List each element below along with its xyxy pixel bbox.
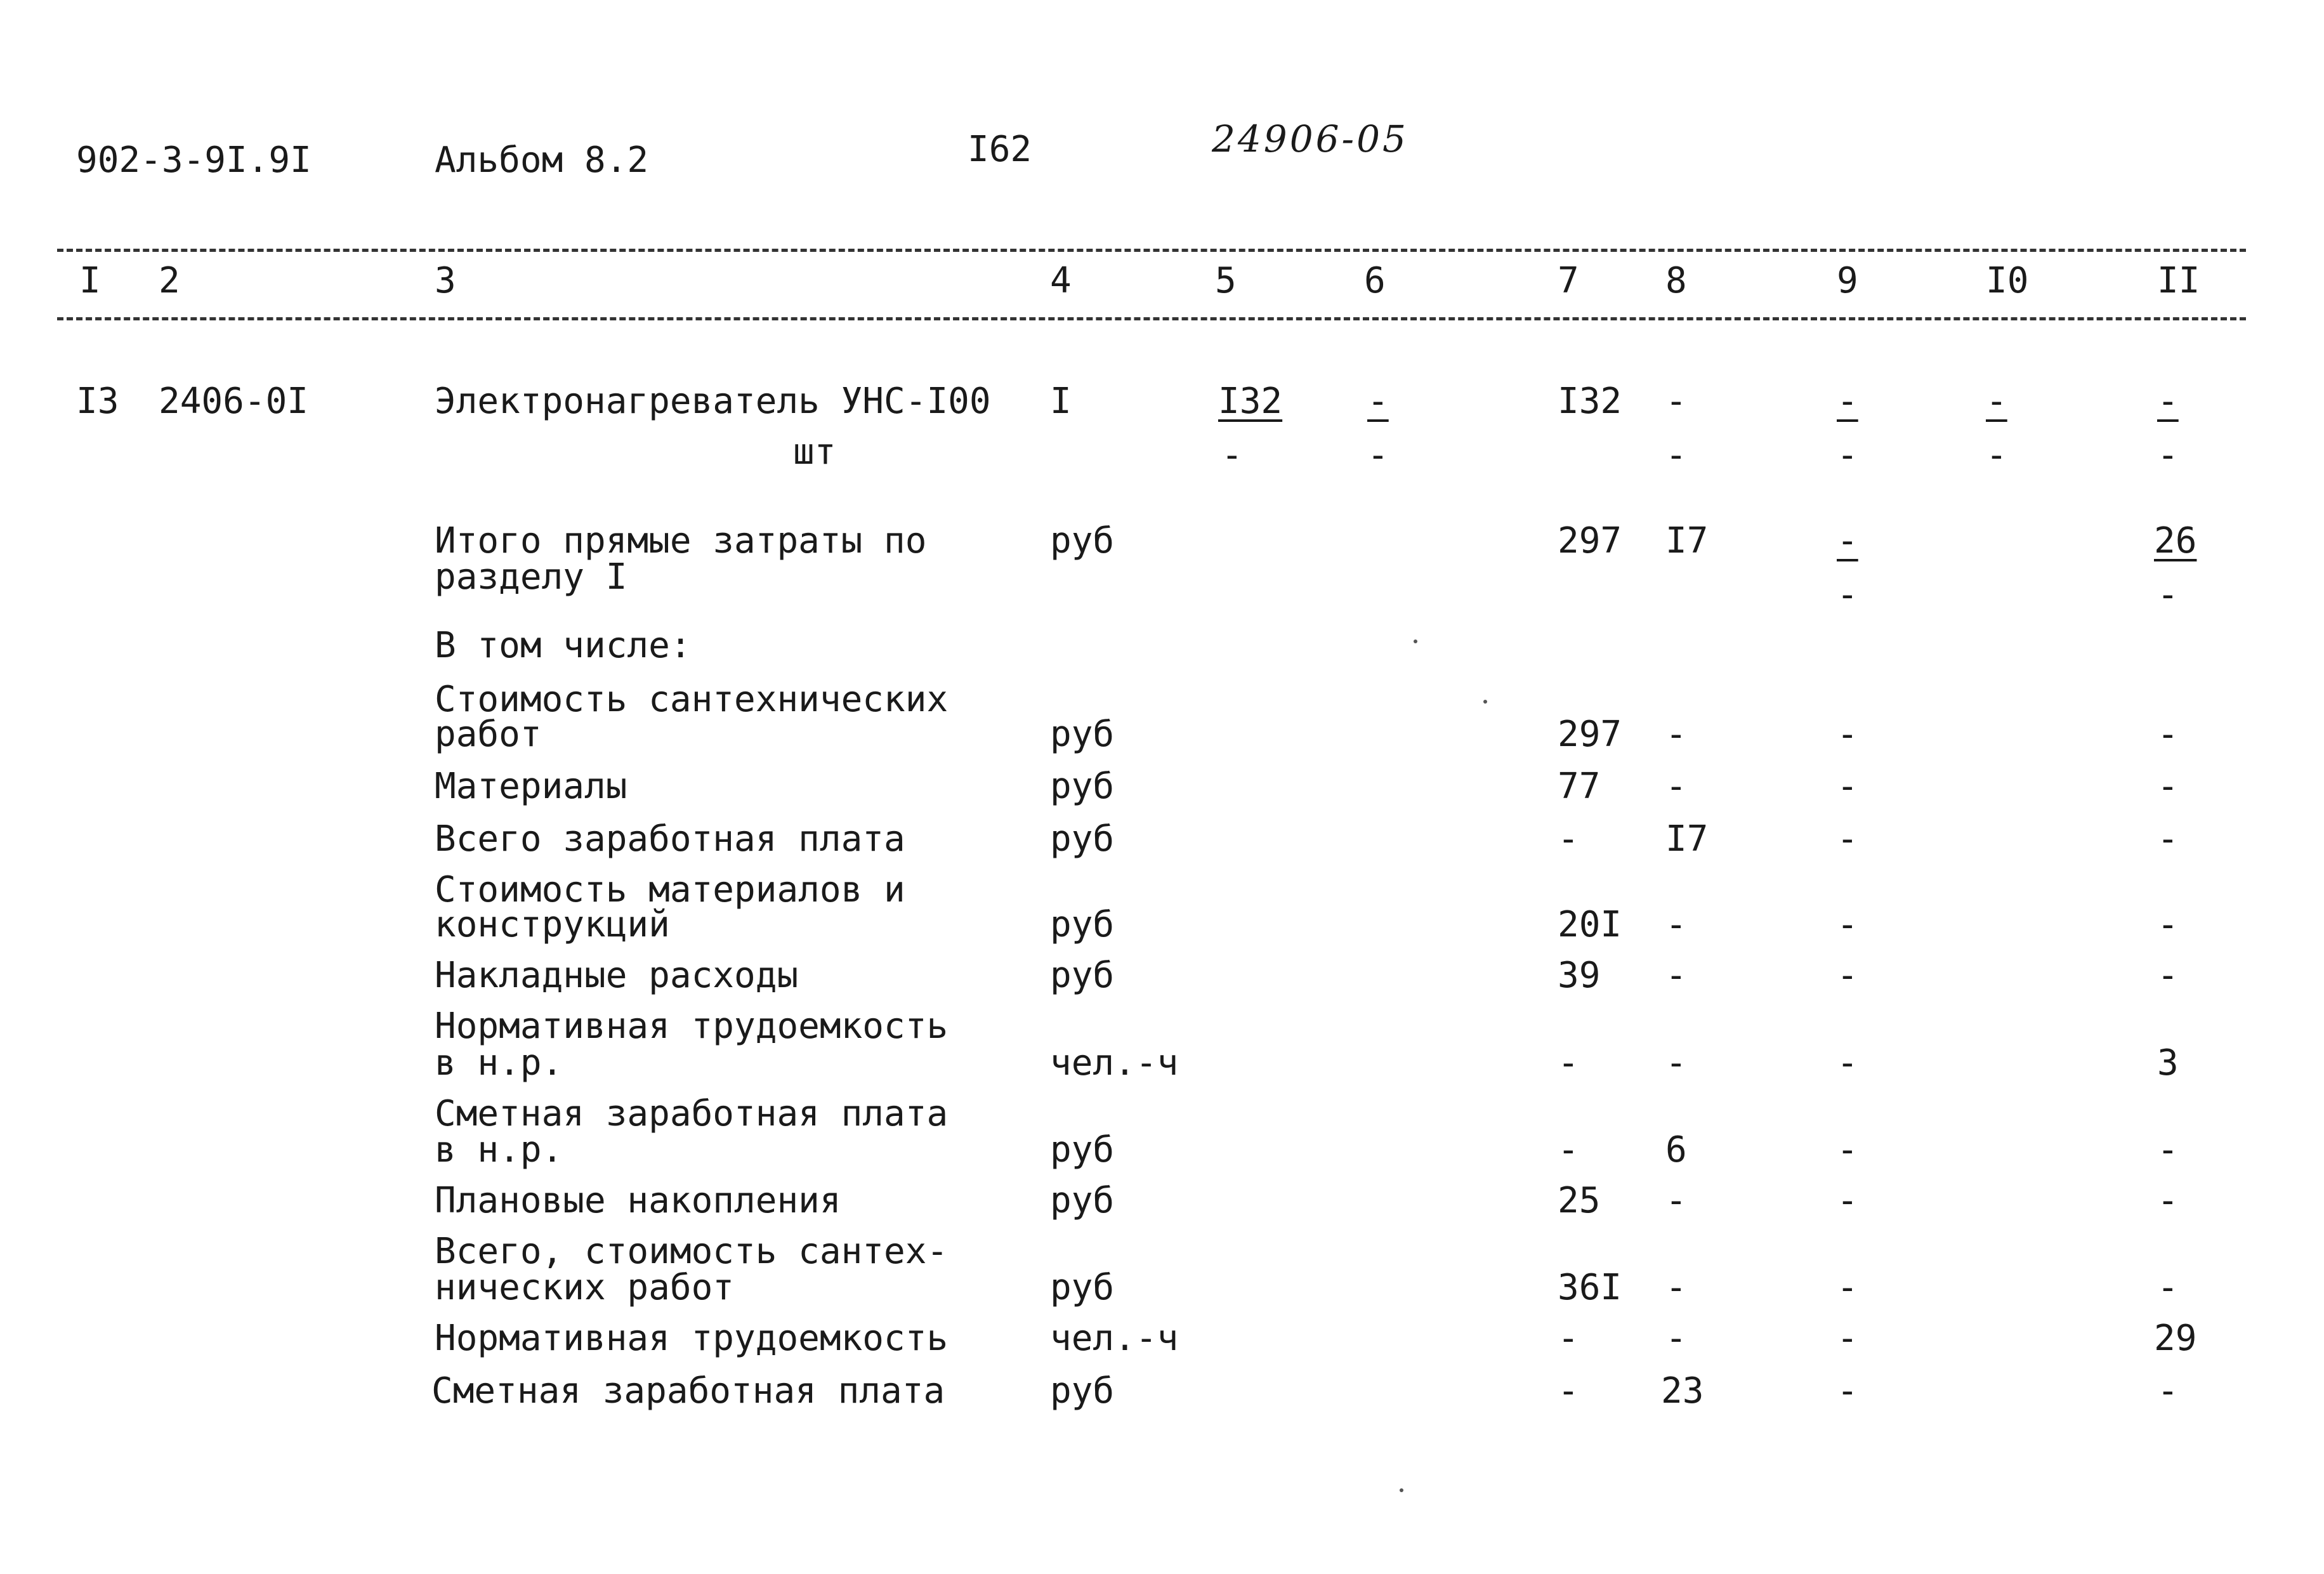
row-col11: - — [2157, 904, 2179, 945]
row-label-line1: Стоимость сантехнических — [435, 679, 949, 720]
document-code: 902-3-9I.9I — [76, 140, 312, 181]
album-label: Альбом 8.2 — [435, 140, 649, 181]
row-label-line1: Сметная заработная плата — [435, 1093, 949, 1134]
row-label-line1: Всего, стоимость сантех- — [435, 1231, 949, 1272]
row-unit: руб — [1050, 1129, 1115, 1171]
row-label-line2: в н.р. — [435, 1129, 563, 1171]
row-col7: 25 — [1558, 1180, 1601, 1221]
row-col8: - — [1665, 766, 1687, 807]
row-col11: - — [2157, 955, 2179, 996]
row-col11: - — [2157, 1180, 2179, 1221]
row-col8: - — [1665, 955, 1687, 996]
row-col11: 29 — [2154, 1318, 2197, 1359]
row-label-line1: Нормативная трудоемкость — [435, 1318, 949, 1359]
row-col8: - — [1665, 714, 1687, 755]
column-header-8: 8 — [1665, 260, 1687, 301]
row-col7: - — [1558, 1370, 1579, 1412]
column-header-1: I — [79, 260, 101, 301]
item-number: I3 — [76, 381, 119, 422]
row-unit: руб — [1050, 1267, 1115, 1308]
page-number: I62 — [968, 129, 1032, 170]
row-col9: - — [1837, 1267, 1858, 1308]
row-unit: руб — [1050, 1180, 1115, 1221]
row-unit: руб — [1050, 766, 1115, 807]
row-col7: - — [1558, 1042, 1579, 1084]
row-col7: - — [1558, 1129, 1579, 1171]
total-label-line2: разделу I — [435, 556, 627, 598]
row-label-line2: в н.р. — [435, 1042, 563, 1084]
row-unit: руб — [1050, 818, 1115, 860]
row-col8: 6 — [1665, 1129, 1687, 1171]
row-label-line2: работ — [435, 714, 542, 755]
item-col11-bottom: - — [2157, 435, 2179, 476]
row-label-line1: Сметная заработная плата — [431, 1370, 945, 1412]
row-col11: - — [2157, 1370, 2179, 1412]
row-label-line2: конструкций — [435, 904, 670, 945]
row-col7: - — [1558, 1318, 1579, 1359]
column-header-5: 5 — [1215, 260, 1237, 301]
row-col9: - — [1837, 1042, 1858, 1084]
row-col7: 77 — [1558, 766, 1601, 807]
row-unit: чел.-ч — [1050, 1042, 1179, 1084]
item-code: 2406-0I — [159, 381, 309, 422]
item-quantity: I — [1050, 381, 1072, 422]
row-col11: - — [2157, 1129, 2179, 1171]
row-col8: - — [1665, 1267, 1687, 1308]
row-label-line1: Стоимость материалов и — [435, 869, 905, 910]
column-header-3: 3 — [435, 260, 456, 301]
row-col7: 297 — [1558, 714, 1622, 755]
row-unit: руб — [1050, 714, 1115, 755]
row-col8: I7 — [1665, 818, 1709, 860]
total-col7: 297 — [1558, 520, 1622, 561]
scan-speck — [1414, 639, 1417, 643]
item-col11-top: - — [2157, 381, 2179, 422]
row-col8: - — [1665, 1042, 1687, 1084]
row-col9: - — [1837, 766, 1858, 807]
row-label-line2: нических работ — [435, 1267, 735, 1308]
row-unit: чел.-ч — [1050, 1318, 1179, 1359]
total-label-line1: Итого прямые затраты по — [435, 520, 927, 561]
item-col10-top: - — [1986, 381, 2007, 422]
item-col5-top: I32 — [1218, 381, 1283, 422]
column-header-9: 9 — [1837, 260, 1858, 301]
column-header-2: 2 — [159, 260, 180, 301]
row-col11: - — [2157, 818, 2179, 860]
column-header-7: 7 — [1558, 260, 1579, 301]
item-col6-bottom: - — [1367, 435, 1389, 476]
row-col9: - — [1837, 1129, 1858, 1171]
item-col9-bottom: - — [1837, 435, 1858, 476]
item-col6-top: - — [1367, 381, 1389, 422]
total-unit: руб — [1050, 520, 1115, 561]
row-label-line1: Нормативная трудоемкость — [435, 1006, 949, 1047]
row-col11: 3 — [2157, 1042, 2179, 1084]
row-unit: руб — [1050, 1370, 1115, 1412]
row-col11: - — [2157, 714, 2179, 755]
row-col9: - — [1837, 714, 1858, 755]
row-col9: - — [1837, 1180, 1858, 1221]
total-col9-top: - — [1837, 520, 1858, 561]
row-col9: - — [1837, 818, 1858, 860]
row-unit: руб — [1050, 904, 1115, 945]
item-col7: I32 — [1558, 381, 1622, 422]
row-label-line1: Материалы — [435, 766, 627, 807]
row-col9: - — [1837, 1370, 1858, 1412]
row-col9: - — [1837, 1318, 1858, 1359]
row-unit: руб — [1050, 955, 1115, 996]
scan-speck — [1400, 1488, 1403, 1492]
row-col8: - — [1665, 1180, 1687, 1221]
including-label: В том числе: — [435, 625, 692, 666]
row-col11: - — [2157, 766, 2179, 807]
row-col11: - — [2157, 1267, 2179, 1308]
row-col9: - — [1837, 955, 1858, 996]
item-name: Электронагреватель УНС-I00 — [435, 381, 991, 422]
handwritten-number: 24906-05 — [1212, 117, 1408, 161]
item-col8-top: - — [1665, 381, 1687, 422]
column-header-11: II — [2157, 260, 2200, 301]
row-col7: 20I — [1558, 904, 1622, 945]
row-col7: 39 — [1558, 955, 1601, 996]
total-col11-top: 26 — [2154, 520, 2197, 561]
row-col7: - — [1558, 818, 1579, 860]
row-label-line1: Всего заработная плата — [435, 818, 905, 860]
row-label-line1: Плановые накопления — [435, 1180, 841, 1221]
total-col8: I7 — [1665, 520, 1709, 561]
row-label-line1: Накладные расходы — [435, 955, 799, 996]
row-col8: - — [1665, 904, 1687, 945]
column-header-6: 6 — [1364, 260, 1386, 301]
item-col10-bottom: - — [1986, 435, 2007, 476]
row-col8: 23 — [1661, 1370, 1704, 1412]
item-col5-bottom: - — [1221, 435, 1243, 476]
row-col8: - — [1665, 1318, 1687, 1359]
header-rule-top — [57, 249, 2246, 252]
total-col11-bottom: - — [2157, 574, 2179, 615]
column-header-10: I0 — [1986, 260, 2029, 301]
column-header-4: 4 — [1050, 260, 1072, 301]
item-col9-top: - — [1837, 381, 1858, 422]
scan-speck — [1483, 700, 1487, 704]
row-col7: 36I — [1558, 1267, 1622, 1308]
item-unit: шт — [793, 431, 836, 473]
header-rule-bottom — [57, 317, 2246, 320]
item-col8-bottom: - — [1665, 435, 1687, 476]
row-col9: - — [1837, 904, 1858, 945]
total-col9-bottom: - — [1837, 574, 1858, 615]
